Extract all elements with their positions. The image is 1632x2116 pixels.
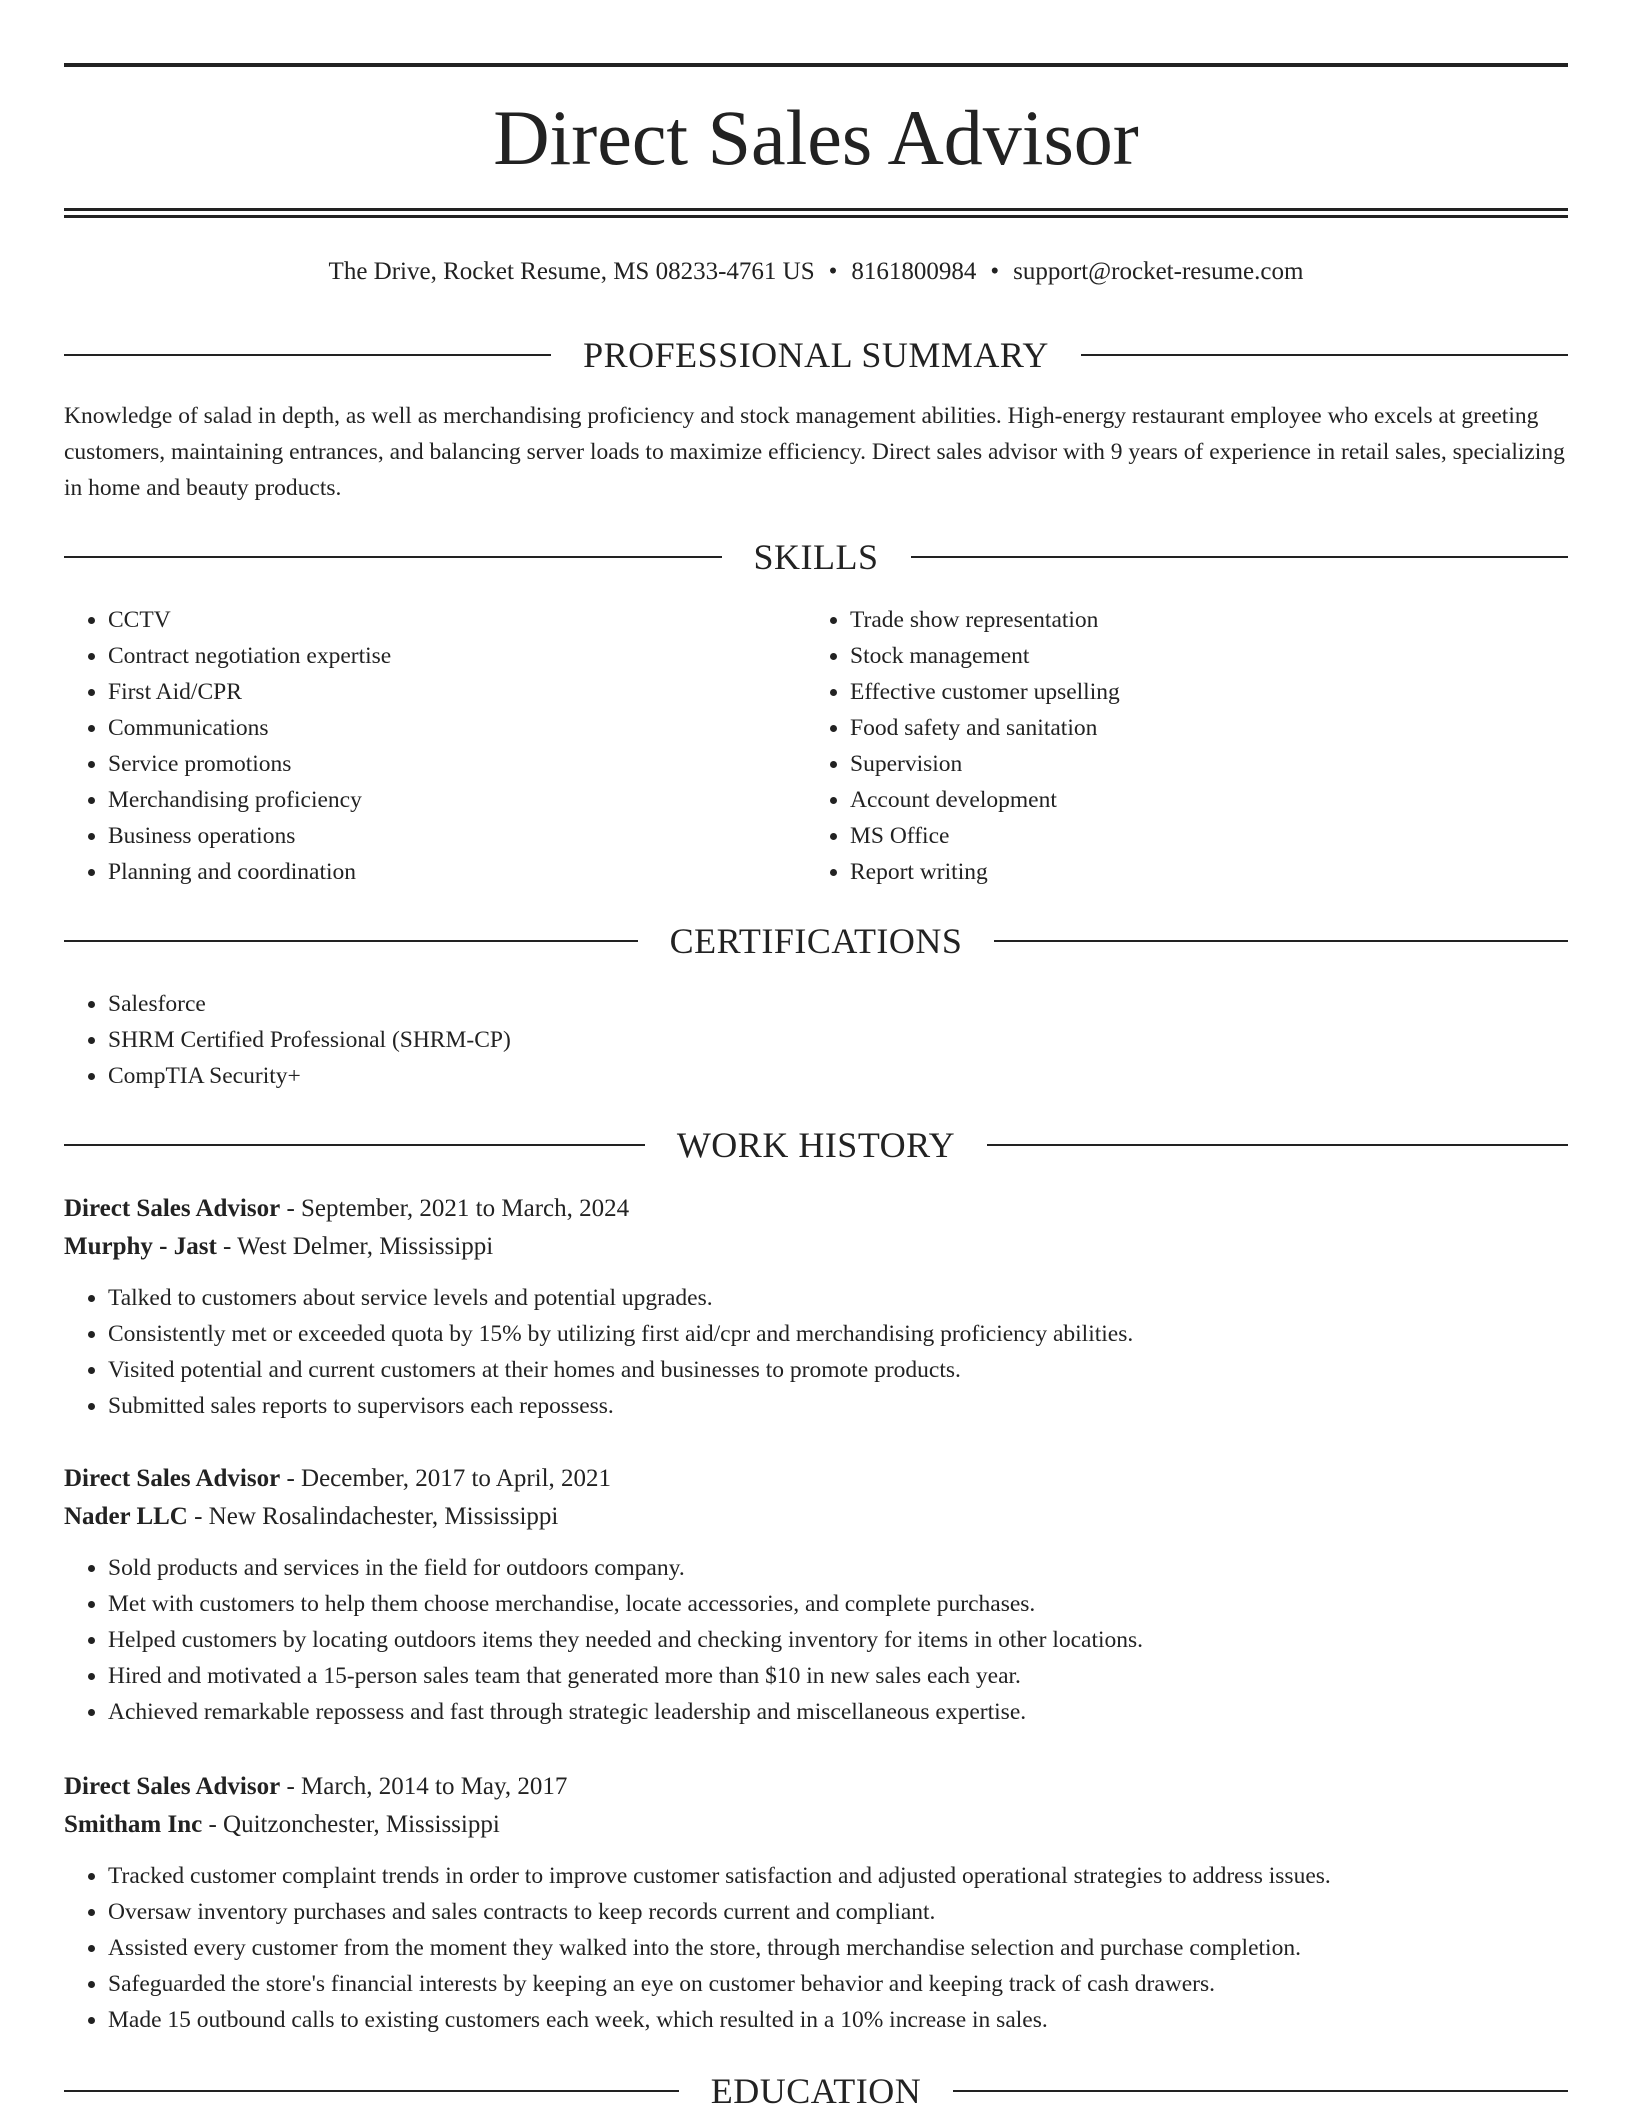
section-title: WORK HISTORY bbox=[676, 1125, 956, 1165]
heading-rule bbox=[64, 1144, 645, 1146]
certification-item: • Salesforce bbox=[108, 986, 1612, 1022]
skill-item: • Merchandising proficiency bbox=[108, 782, 808, 818]
job-bullet: • Tracked customer complaint trends in order to improve customer satisfaction and adjusted operational strategies to address issues. bbox=[108, 1858, 1568, 1894]
job-entry bbox=[64, 1460, 1568, 1730]
heading-rule bbox=[994, 940, 1568, 942]
candidate-name: Direct Sales Advisor bbox=[493, 94, 1139, 181]
skill-item: • Service promotions bbox=[108, 746, 808, 782]
job-bullet: • Met with customers to help them choose merchandise, locate accessories, and complete purchases. bbox=[108, 1586, 1568, 1622]
header-top-rule bbox=[64, 63, 1568, 67]
certifications-list bbox=[64, 986, 1612, 1094]
job-bullet: • Visited potential and current customers at their homes and businesses to promote products. bbox=[108, 1352, 1568, 1388]
job-title: Direct Sales Advisor bbox=[64, 1195, 281, 1222]
job-bullets bbox=[64, 1280, 1568, 1424]
skill-item: • First Aid/CPR bbox=[108, 674, 808, 710]
skills-list-right bbox=[806, 602, 1610, 890]
job-bullet: • Submitted sales reports to supervisors each repossess. bbox=[108, 1388, 1568, 1424]
skill-item: • Planning and coordination bbox=[108, 854, 808, 890]
job-bullet: • Assisted every customer from the moment they walked into the store, through merchandise selection and purchase completion. bbox=[108, 1930, 1568, 1966]
heading-rule bbox=[987, 1144, 1568, 1146]
job-bullet: • Consistently met or exceeded quota by 15% by utilizing first aid/cpr and merchandising proficiency abilities. bbox=[108, 1316, 1568, 1352]
skill-item: • Business operations bbox=[108, 818, 808, 854]
section-title: SKILLS bbox=[753, 537, 879, 577]
job-title-line bbox=[64, 1768, 1568, 1806]
heading-rule bbox=[64, 556, 722, 558]
section-heading-work-history bbox=[64, 1120, 1568, 1170]
section-heading-skills bbox=[64, 532, 1568, 582]
job-bullet: • Sold products and services in the field for outdoors company. bbox=[108, 1550, 1568, 1586]
job-location: - West Delmer, Mississippi bbox=[216, 1233, 494, 1260]
job-entry bbox=[64, 1768, 1568, 2038]
job-bullet: • Achieved remarkable repossess and fast through strategic leadership and miscellaneous expertise. bbox=[108, 1694, 1568, 1730]
skills-list-left bbox=[64, 602, 808, 890]
job-title-line bbox=[64, 1460, 1568, 1498]
certification-item: • CompTIA Security+ bbox=[108, 1058, 1612, 1094]
contact-separator: • bbox=[990, 258, 1000, 285]
summary-text: Knowledge of salad in depth, as well as merchandising proficiency and stock management abilities. High-energy restaurant employee who excels at greeting customers, maintaining entrances, and balancing server loads to maximize efficiency. Direct sales advisor with 9 years of experience in retail sales, specializing in home and beauty products. bbox=[64, 403, 1565, 501]
job-bullets bbox=[64, 1550, 1568, 1730]
job-company-line bbox=[64, 1228, 1568, 1266]
job-title: Direct Sales Advisor bbox=[64, 1773, 281, 1800]
job-bullet: • Safeguarded the store's financial interests by keeping an eye on customer behavior and keeping track of cash drawers. bbox=[108, 1966, 1568, 2002]
heading-rule bbox=[1081, 354, 1568, 356]
job-title-line bbox=[64, 1190, 1568, 1228]
contact-address: The Drive, Rocket Resume, MS 08233-4761 US bbox=[328, 258, 815, 285]
heading-rule bbox=[64, 940, 638, 942]
section-heading-education bbox=[64, 2066, 1568, 2116]
skill-item: • Report writing bbox=[850, 854, 1610, 890]
heading-rule bbox=[911, 556, 1569, 558]
job-company: Nader LLC bbox=[64, 1503, 188, 1530]
job-bullet: • Hired and motivated a 15-person sales team that generated more than $10 in new sales each year. bbox=[108, 1658, 1568, 1694]
job-bullet: • Talked to customers about service levels and potential upgrades. bbox=[108, 1280, 1568, 1316]
job-bullet: • Made 15 outbound calls to existing customers each week, which resulted in a 10% increase in sales. bbox=[108, 2002, 1568, 2038]
job-bullets bbox=[64, 1858, 1568, 2038]
skill-item: • CCTV bbox=[108, 602, 808, 638]
job-location: - New Rosalindachester, Mississippi bbox=[187, 1503, 559, 1530]
job-title: Direct Sales Advisor bbox=[64, 1465, 281, 1492]
skill-item: • Trade show representation bbox=[850, 602, 1610, 638]
certification-item: • SHRM Certified Professional (SHRM-CP) bbox=[108, 1022, 1612, 1058]
job-company-line bbox=[64, 1806, 1568, 1844]
contact-line bbox=[64, 254, 1568, 290]
job-company: Smitham Inc bbox=[64, 1811, 203, 1838]
section-heading-summary bbox=[64, 330, 1568, 380]
job-company: Murphy - Jast bbox=[64, 1233, 217, 1260]
skill-item: • Food safety and sanitation bbox=[850, 710, 1610, 746]
skill-item: • Contract negotiation expertise bbox=[108, 638, 808, 674]
heading-rule bbox=[64, 2090, 679, 2092]
job-dates: - September, 2021 to March, 2024 bbox=[280, 1195, 630, 1222]
contact-separator: • bbox=[828, 258, 838, 285]
skill-item: • Effective customer upselling bbox=[850, 674, 1610, 710]
heading-rule bbox=[64, 354, 551, 356]
section-title: PROFESSIONAL SUMMARY bbox=[583, 335, 1049, 375]
skill-item: • Communications bbox=[108, 710, 808, 746]
section-heading-certifications bbox=[64, 916, 1568, 966]
job-entry bbox=[64, 1190, 1568, 1424]
contact-email: support@rocket-resume.com bbox=[1013, 258, 1304, 285]
job-bullet: • Oversaw inventory purchases and sales contracts to keep records current and compliant. bbox=[108, 1894, 1568, 1930]
skill-item: • Account development bbox=[850, 782, 1610, 818]
job-dates: - March, 2014 to May, 2017 bbox=[280, 1773, 568, 1800]
job-bullet: • Helped customers by locating outdoors items they needed and checking inventory for items in other locations. bbox=[108, 1622, 1568, 1658]
skill-item: • MS Office bbox=[850, 818, 1610, 854]
header-double-rule bbox=[64, 208, 1568, 218]
section-title: EDUCATION bbox=[710, 2071, 922, 2111]
heading-rule bbox=[953, 2090, 1568, 2092]
job-dates: - December, 2017 to April, 2021 bbox=[280, 1465, 612, 1492]
skill-item: • Supervision bbox=[850, 746, 1610, 782]
job-location: - Quitzonchester, Mississippi bbox=[202, 1811, 500, 1838]
job-company-line bbox=[64, 1498, 1568, 1536]
skill-item: • Stock management bbox=[850, 638, 1610, 674]
contact-phone: 8161800984 bbox=[851, 258, 977, 285]
section-title: CERTIFICATIONS bbox=[669, 921, 963, 961]
